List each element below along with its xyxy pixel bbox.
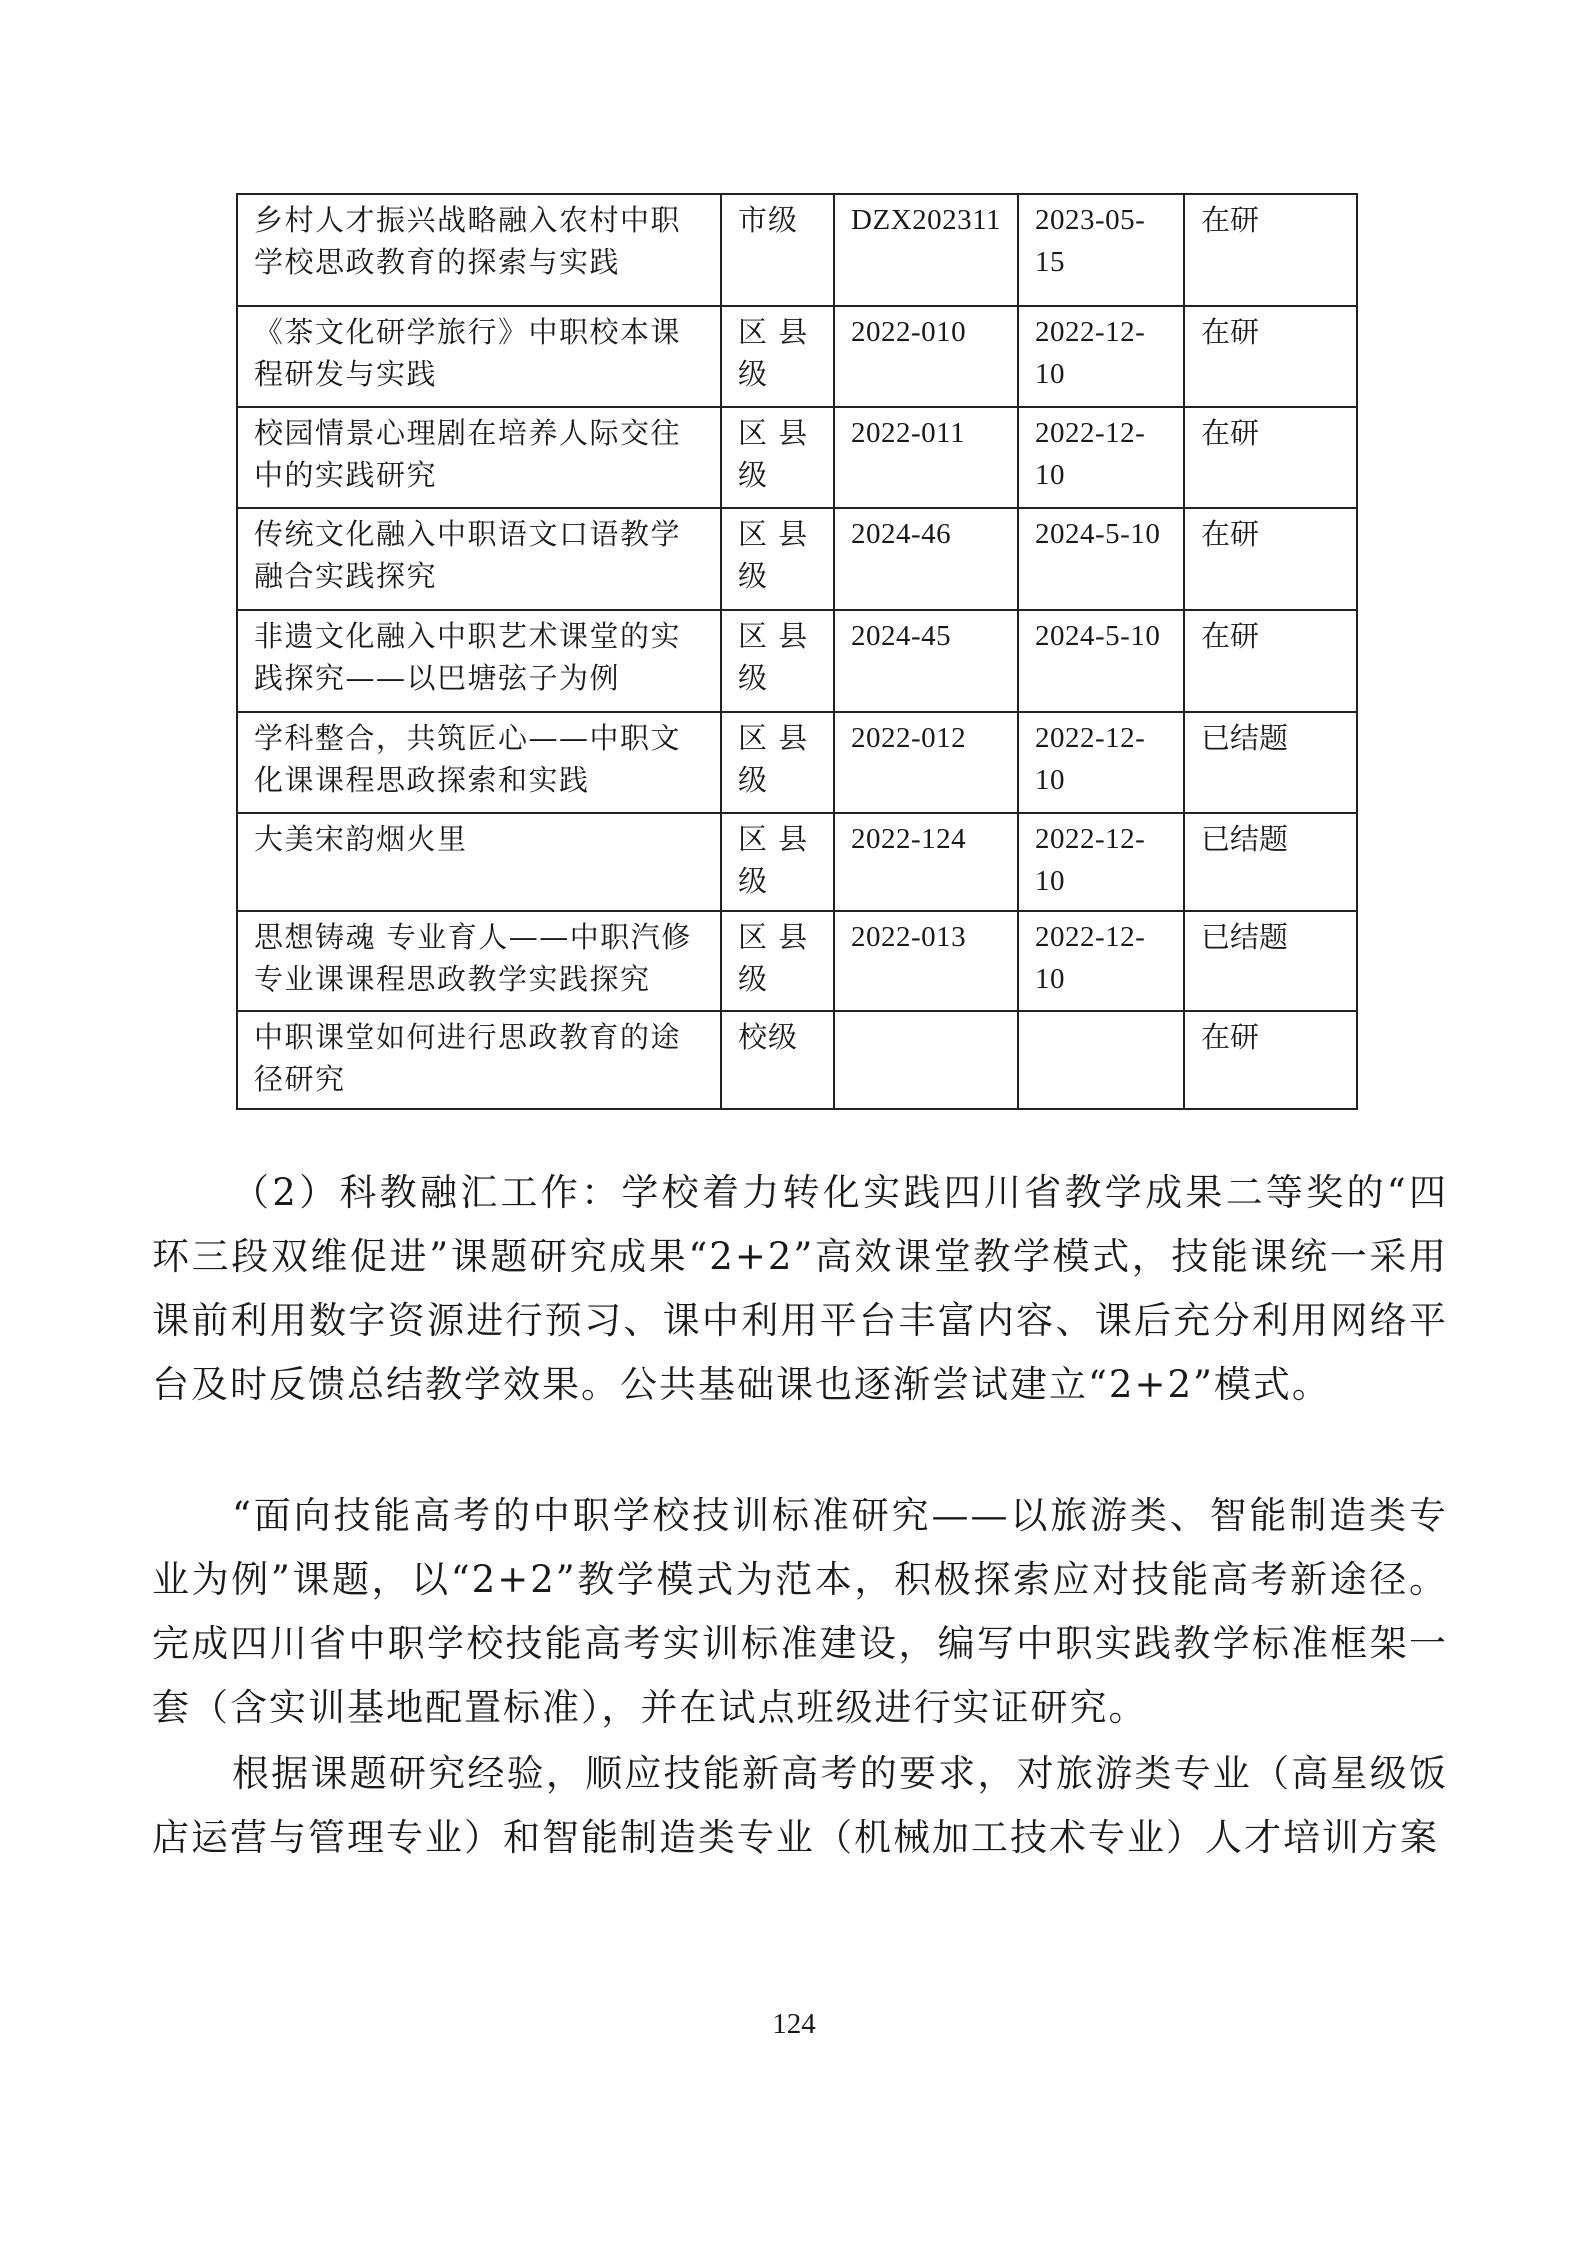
- project-level-cell: 区 县级: [721, 610, 834, 712]
- project-level-cell: 区 县级: [721, 407, 834, 508]
- project-date-cell: 2023-05-15: [1018, 194, 1184, 306]
- project-level-cell: 市级: [721, 194, 834, 306]
- project-level-cell: 区 县级: [721, 508, 834, 610]
- project-level-cell: 校级: [721, 1011, 834, 1109]
- project-status-cell: 已结题: [1184, 813, 1357, 911]
- project-number-cell: 2022-010: [834, 306, 1018, 407]
- project-date-cell: 2022-12-10: [1018, 306, 1184, 407]
- project-level-cell: 区 县级: [721, 712, 834, 813]
- project-title-cell: 学科整合，共筑匠心——中职文化课课程思政探索和实践: [237, 712, 721, 813]
- project-number-cell: 2024-45: [834, 610, 1018, 712]
- paragraph-skills-exam-project: “面向技能高考的中职学校技训标准研究——以旅游类、智能制造类专业为例”课题，以“2+2”教学模式为范本，积极探索应对技能高考新途径。完成四川省中职学校技能高考实训标准建设，编写中职实践教学标准框架一套（含实训基地配置标准），并在试点班级进行实证研究。: [152, 1494, 1448, 1729]
- table-row: [237, 1011, 1357, 1109]
- table-row: [237, 194, 1357, 306]
- table-row: [237, 508, 1357, 610]
- table-row: [237, 306, 1357, 407]
- table-row: [237, 610, 1357, 712]
- project-date-cell: 2022-12-10: [1018, 712, 1184, 813]
- project-title-cell: 思想铸魂 专业育人——中职汽修专业课课程思政教学实践探究: [237, 911, 721, 1011]
- project-status-cell: 已结题: [1184, 911, 1357, 1011]
- project-status-cell: 在研: [1184, 508, 1357, 610]
- paragraph-science-education: （2）科教融汇工作：学校着力转化实践四川省教学成果二等奖的“四环三段双维促进”课题研究成果“2+2”高效课堂教学模式，技能课统一采用课前利用数字资源进行预习、课中利用平台丰富内容、课后充分利用网络平台及时反馈总结教学效果。公共基础课也逐渐尝试建立“2+2”模式。: [152, 1171, 1448, 1406]
- project-status-cell: 在研: [1184, 194, 1357, 306]
- project-level-cell: 区 县级: [721, 813, 834, 911]
- project-status-cell: 在研: [1184, 1011, 1357, 1109]
- project-title-cell: 校园情景心理剧在培养人际交往中的实践研究: [237, 407, 721, 508]
- table-row: [237, 911, 1357, 1011]
- project-title-cell: 乡村人才振兴战略融入农村中职学校思政教育的探索与实践: [237, 194, 721, 306]
- project-status-cell: 在研: [1184, 407, 1357, 508]
- project-date-cell: 2022-12-10: [1018, 407, 1184, 508]
- project-date-cell: 2022-12-10: [1018, 911, 1184, 1011]
- project-status-cell: 在研: [1184, 610, 1357, 712]
- project-number-cell: 2022-013: [834, 911, 1018, 1011]
- project-status-cell: 在研: [1184, 306, 1357, 407]
- project-number-cell: DZX202311: [834, 194, 1018, 306]
- paragraph-training-plan: 根据课题研究经验，顺应技能新高考的要求，对旅游类专业（高星级饭店运营与管理专业）和智能制造类专业（机械加工技术专业）人才培训方案: [152, 1752, 1448, 1859]
- project-title-cell: 传统文化融入中职语文口语教学融合实践探究: [237, 508, 721, 610]
- project-title-cell: 《茶文化研学旅行》中职校本课程研发与实践: [237, 306, 721, 407]
- project-number-cell: [834, 1011, 1018, 1109]
- project-date-cell: 2024-5-10: [1018, 508, 1184, 610]
- project-status-cell: 已结题: [1184, 712, 1357, 813]
- table-row: [237, 813, 1357, 911]
- table-row: [237, 407, 1357, 508]
- project-date-cell: 2024-5-10: [1018, 610, 1184, 712]
- project-number-cell: 2022-124: [834, 813, 1018, 911]
- project-number-cell: 2022-012: [834, 712, 1018, 813]
- project-number-cell: 2022-011: [834, 407, 1018, 508]
- table-body: [237, 194, 1357, 1109]
- project-level-cell: 区 县级: [721, 911, 834, 1011]
- page-number: 124: [772, 2008, 816, 2040]
- research-projects-table: [236, 193, 1358, 1110]
- project-date-cell: [1018, 1011, 1184, 1109]
- project-title-cell: 中职课堂如何进行思政教育的途径研究: [237, 1011, 721, 1109]
- project-level-cell: 区 县级: [721, 306, 834, 407]
- project-date-cell: 2022-12-10: [1018, 813, 1184, 911]
- table-row: [237, 712, 1357, 813]
- project-title-cell: 大美宋韵烟火里: [237, 813, 721, 911]
- project-number-cell: 2024-46: [834, 508, 1018, 610]
- project-title-cell: 非遗文化融入中职艺术课堂的实践探究——以巴塘弦子为例: [237, 610, 721, 712]
